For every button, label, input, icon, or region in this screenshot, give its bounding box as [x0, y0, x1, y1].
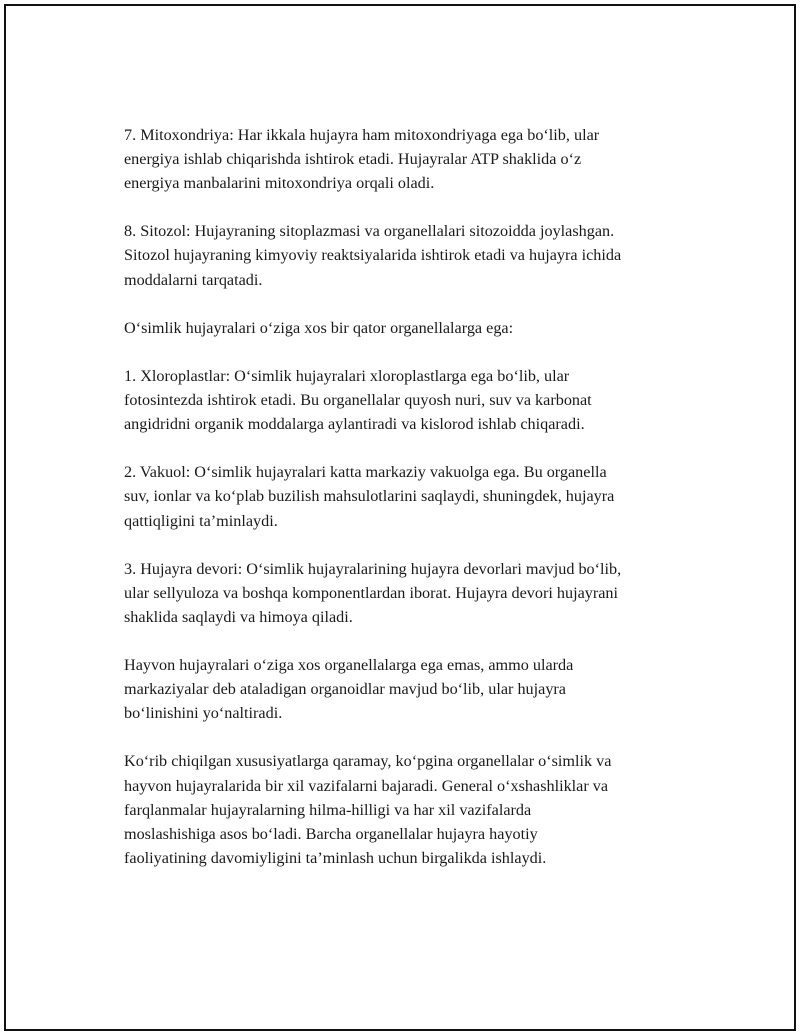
text-line: qattiqligini ta’minlaydi.: [124, 511, 278, 530]
paragraph-conclusion: [124, 749, 704, 869]
text-line: moslashishiga asos bo‘ladi. Barcha organellalar hujayra hayotiy: [124, 824, 538, 843]
text-line: O‘simlik hujayralari o‘ziga xos bir qator organellalarga ega:: [124, 318, 514, 337]
text-line: 1. Xloroplastlar: O‘simlik hujayralari xloroplastlarga ega bo‘lib, ular: [124, 366, 570, 385]
text-line: bo‘linishini yo‘naltiradi.: [124, 704, 283, 723]
text-line: 7. Mitoxondriya: Har ikkala hujayra ham mitoxondriyaga ega bo‘lib, ular: [124, 126, 600, 144]
paragraph-cytosol: [124, 219, 704, 291]
text-line: 3. Hujayra devori: O‘simlik hujayralarining hujayra devorlari mavjud bo‘lib,: [124, 559, 622, 578]
page-frame: [4, 4, 796, 1031]
text-line: energiya manbalarini mitoxondriya orqali oladi.: [124, 174, 435, 193]
text-line: ular sellyuloza va boshqa komponentlardan iborat. Hujayra devori hujayrani: [124, 583, 619, 602]
text-line: Sitozol hujayraning kimyoviy reaktsiyalarida ishtirok etadi va hujayra ichida: [124, 246, 622, 265]
text-line: 8. Sitozol: Hujayraning sitoplazmasi va organellalari sitozoidda joylashgan.: [124, 222, 615, 241]
text-line: faoliyatining davomiyligini ta’minlash uchun birgalikda ishlaydi.: [124, 848, 547, 867]
paragraph-plant-intro: [124, 316, 704, 340]
text-line: farqlanmalar hujayralarning hilma-hilligi va har xil vazifalarda: [124, 800, 532, 819]
text-line: Hayvon hujayralari o‘ziga xos organellalarga ega emas, ammo ularda: [124, 656, 574, 675]
text-line: Ko‘rib chiqilgan xususiyatlarga qaramay, ko‘pgina organellalar o‘simlik va: [124, 752, 612, 771]
text-line: hayvon hujayralarida bir xil vazifalarni bajaradi. General o‘xshashliklar va: [124, 776, 609, 795]
text-line: suv, ionlar va ko‘plab buzilish mahsulotlarini saqlaydi, shuningdek, hujayra: [124, 487, 615, 506]
text-line: markaziyalar deb ataladigan organoidlar mavjud bo‘lib, ular hujayra: [124, 680, 566, 699]
text-line: shaklida saqlaydi va himoya qiladi.: [124, 607, 353, 626]
text-line: 2. Vakuol: O‘simlik hujayralari katta markaziy vakuolga ega. Bu organella: [124, 463, 607, 482]
text-line: angidridni organik moddalarga aylantiradi va kislorod ishlab chiqaradi.: [124, 415, 585, 434]
paragraph-chloroplasts: [124, 364, 704, 436]
text-line: moddalarni tarqatadi.: [124, 270, 263, 289]
text-line: fotosintezda ishtirok etadi. Bu organellalar quyosh nuri, suv va karbonat: [124, 391, 592, 410]
paragraph-mitochondria: [124, 123, 704, 195]
paragraph-cell-wall: [124, 557, 704, 629]
paragraph-vacuole: [124, 460, 704, 532]
document-body: [124, 123, 704, 894]
text-line: energiya ishlab chiqarishda ishtirok etadi. Hujayralar ATP shaklida o‘z: [124, 150, 582, 169]
paragraph-animal-cells: [124, 653, 704, 725]
